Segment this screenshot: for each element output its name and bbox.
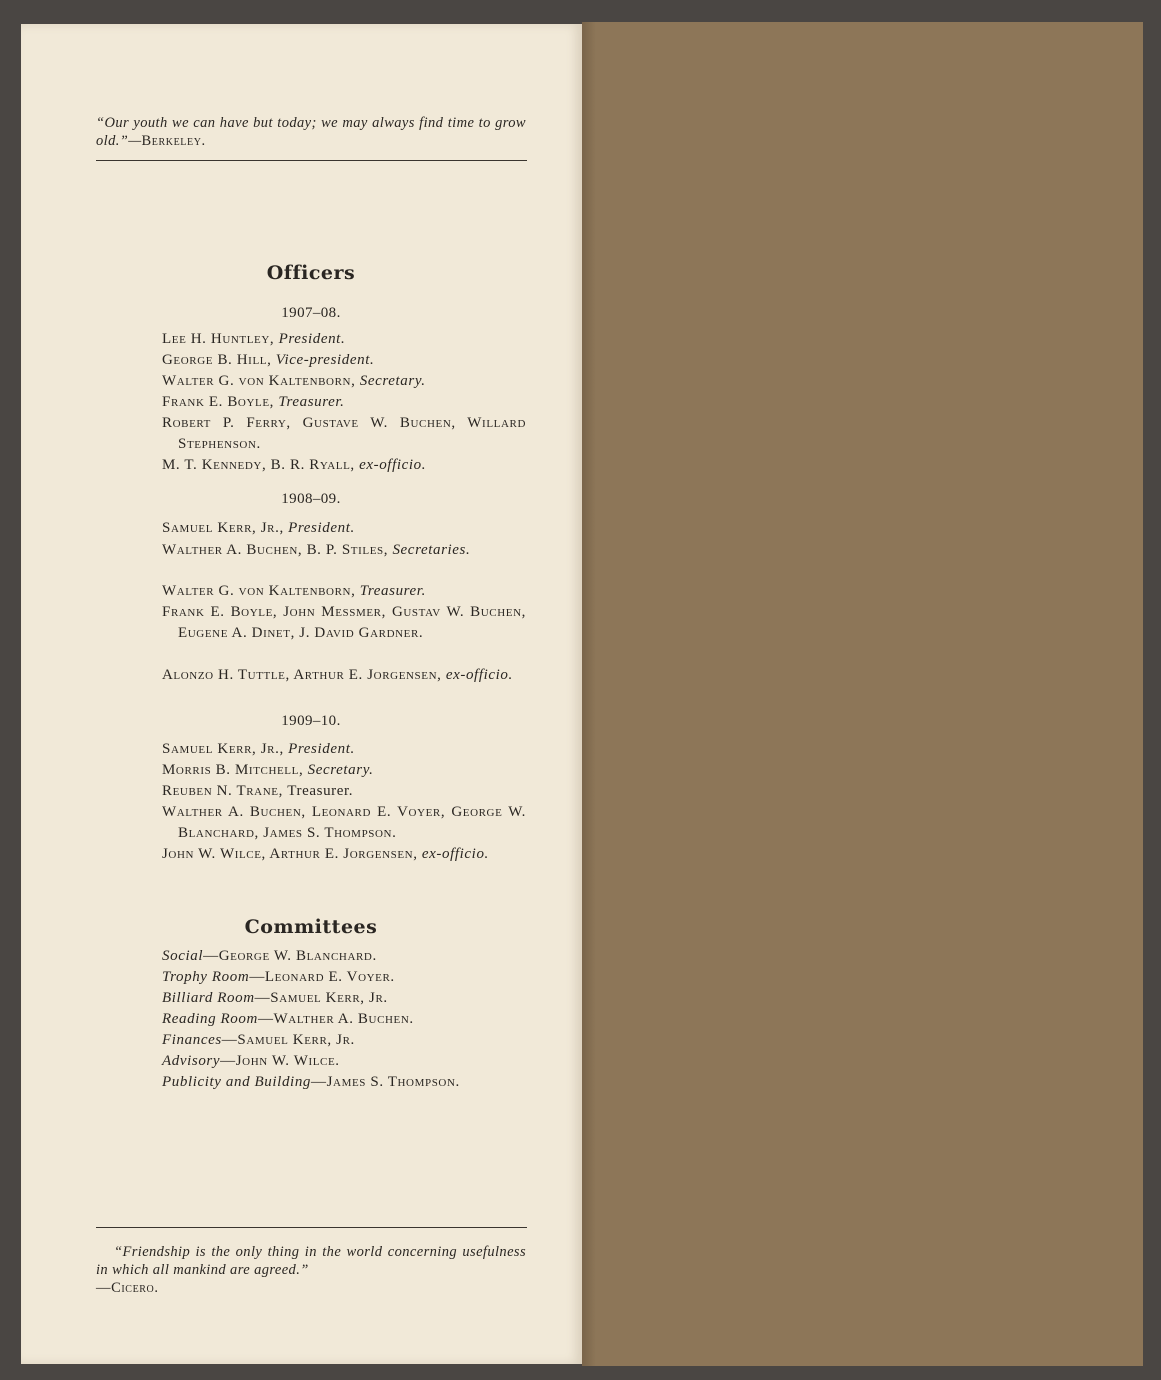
top-quote-attribution: Berkeley. <box>141 133 206 149</box>
officer-names: Samuel Kerr, Jr., <box>162 741 289 757</box>
officer-entry <box>162 350 526 371</box>
committee-name: Reading Room <box>162 1011 258 1027</box>
officer-entry <box>162 602 526 644</box>
officer-entry <box>162 760 526 781</box>
left-page <box>21 24 582 1364</box>
committee-name: Publicity and Building <box>162 1074 312 1090</box>
officer-role: President. <box>278 331 346 347</box>
officer-role: ex-officio. <box>445 667 513 683</box>
officer-names: Walter G. von Kaltenborn, <box>162 373 360 389</box>
committee-name: Billiard Room <box>162 990 255 1006</box>
bottom-quote-attribution-line <box>96 1279 526 1297</box>
committee-person: Samuel Kerr, Jr. <box>270 990 388 1006</box>
officer-names: Frank E. Boyle, <box>162 394 279 410</box>
officer-names: Samuel Kerr, Jr., <box>162 520 289 536</box>
officer-names: George B. Hill, <box>162 352 276 368</box>
officer-entry <box>162 540 526 561</box>
officer-entry <box>162 739 526 760</box>
committee-item: Advisory—John W. Wilce. <box>162 1053 340 1069</box>
officer-role: Secretaries. <box>392 542 471 558</box>
officer-entry <box>162 781 526 802</box>
officer-names: Lee H. Huntley, <box>162 331 279 347</box>
officer-role: President. <box>288 741 355 757</box>
officer-names: Walther A. Buchen, B. P. Stiles, <box>162 542 393 558</box>
officer-entry <box>162 329 526 350</box>
officer-names: Morris B. Mitchell, <box>162 762 308 778</box>
officer-role: Vice-president. <box>275 352 375 368</box>
bottom-quote-attribution: —Cicero. <box>96 1280 159 1296</box>
officer-entry <box>162 844 526 865</box>
committees-heading: Committees <box>244 916 378 938</box>
top-divider <box>96 160 527 161</box>
committee-person: Samuel Kerr, Jr. <box>237 1032 355 1048</box>
term-year-1909: 1909–10. <box>281 713 341 729</box>
officer-role: Treasurer. <box>287 783 354 799</box>
officer-role: President. <box>288 520 355 536</box>
committee-item: Reading Room—Walther A. Buchen. <box>162 1011 414 1027</box>
committee-person: James S. Thompson. <box>326 1074 460 1090</box>
officer-names: John W. Wilce, Arthur E. Jorgensen, <box>162 846 422 862</box>
committee-name: Social <box>162 948 204 964</box>
committee-item: Publicity and Building—James S. Thompson. <box>162 1074 460 1090</box>
top-quote <box>96 114 526 150</box>
officer-entry <box>162 665 526 686</box>
officer-names: Walter G. von Kaltenborn, <box>162 583 360 599</box>
officer-names: M. T. Kennedy, B. R. Ryall, <box>162 457 360 473</box>
committee-item: Social—George W. Blanchard. <box>162 948 377 964</box>
officer-entry <box>162 392 526 413</box>
top-quote-text: “Our youth we can have but today; we may always find time to grow old.”— <box>96 115 526 149</box>
committee-name: Trophy Room <box>162 969 250 985</box>
committee-name: Advisory <box>162 1053 221 1069</box>
bottom-quote-text: “Friendship is the only thing in the world concerning usefulness in which all mankind are agreed.” <box>96 1244 526 1278</box>
term-year-1907: 1907–08. <box>281 305 341 321</box>
officer-role: ex-officio. <box>359 457 427 473</box>
committee-person: George W. Blanchard. <box>218 948 377 964</box>
officer-names: Reuben N. Trane, <box>162 783 288 799</box>
officer-role: Treasurer. <box>278 394 345 410</box>
officer-entry <box>162 802 526 844</box>
officer-entry <box>162 455 526 476</box>
officer-entry <box>162 518 526 539</box>
committee-person: Walther A. Buchen. <box>273 1011 414 1027</box>
officer-role: ex-officio. <box>421 846 489 862</box>
officer-entry <box>162 413 526 455</box>
officer-entry <box>162 371 526 392</box>
back-cover <box>582 22 1143 1366</box>
officer-names: Alonzo H. Tuttle, Arthur E. Jorgensen, <box>162 667 446 683</box>
officer-names: Frank E. Boyle, John Messmer, Gustav W. Buchen, Eugene A. Dinet, J. David Gardner. <box>162 604 526 641</box>
officer-entry <box>162 581 526 602</box>
committee-item: Billiard Room—Samuel Kerr, Jr. <box>162 990 388 1006</box>
bottom-divider <box>96 1227 527 1228</box>
officer-names: Robert P. Ferry, Gustave W. Buchen, Willard Stephenson. <box>162 415 526 452</box>
term-year-1908: 1908–09. <box>281 491 341 507</box>
committee-item: Finances—Samuel Kerr, Jr. <box>162 1032 355 1048</box>
officer-role: Secretary. <box>307 762 374 778</box>
officer-names: Walther A. Buchen, Leonard E. Voyer, George W. Blanchard, James S. Thompson. <box>162 804 526 841</box>
bottom-quote <box>96 1243 526 1279</box>
officer-role: Secretary. <box>359 373 426 389</box>
officers-heading: Officers <box>266 262 356 284</box>
officer-role: Treasurer. <box>359 583 426 599</box>
committee-item: Trophy Room—Leonard E. Voyer. <box>162 969 395 985</box>
committee-person: Leonard E. Voyer. <box>264 969 395 985</box>
committee-name: Finances <box>162 1032 222 1048</box>
committee-person: John W. Wilce. <box>235 1053 340 1069</box>
